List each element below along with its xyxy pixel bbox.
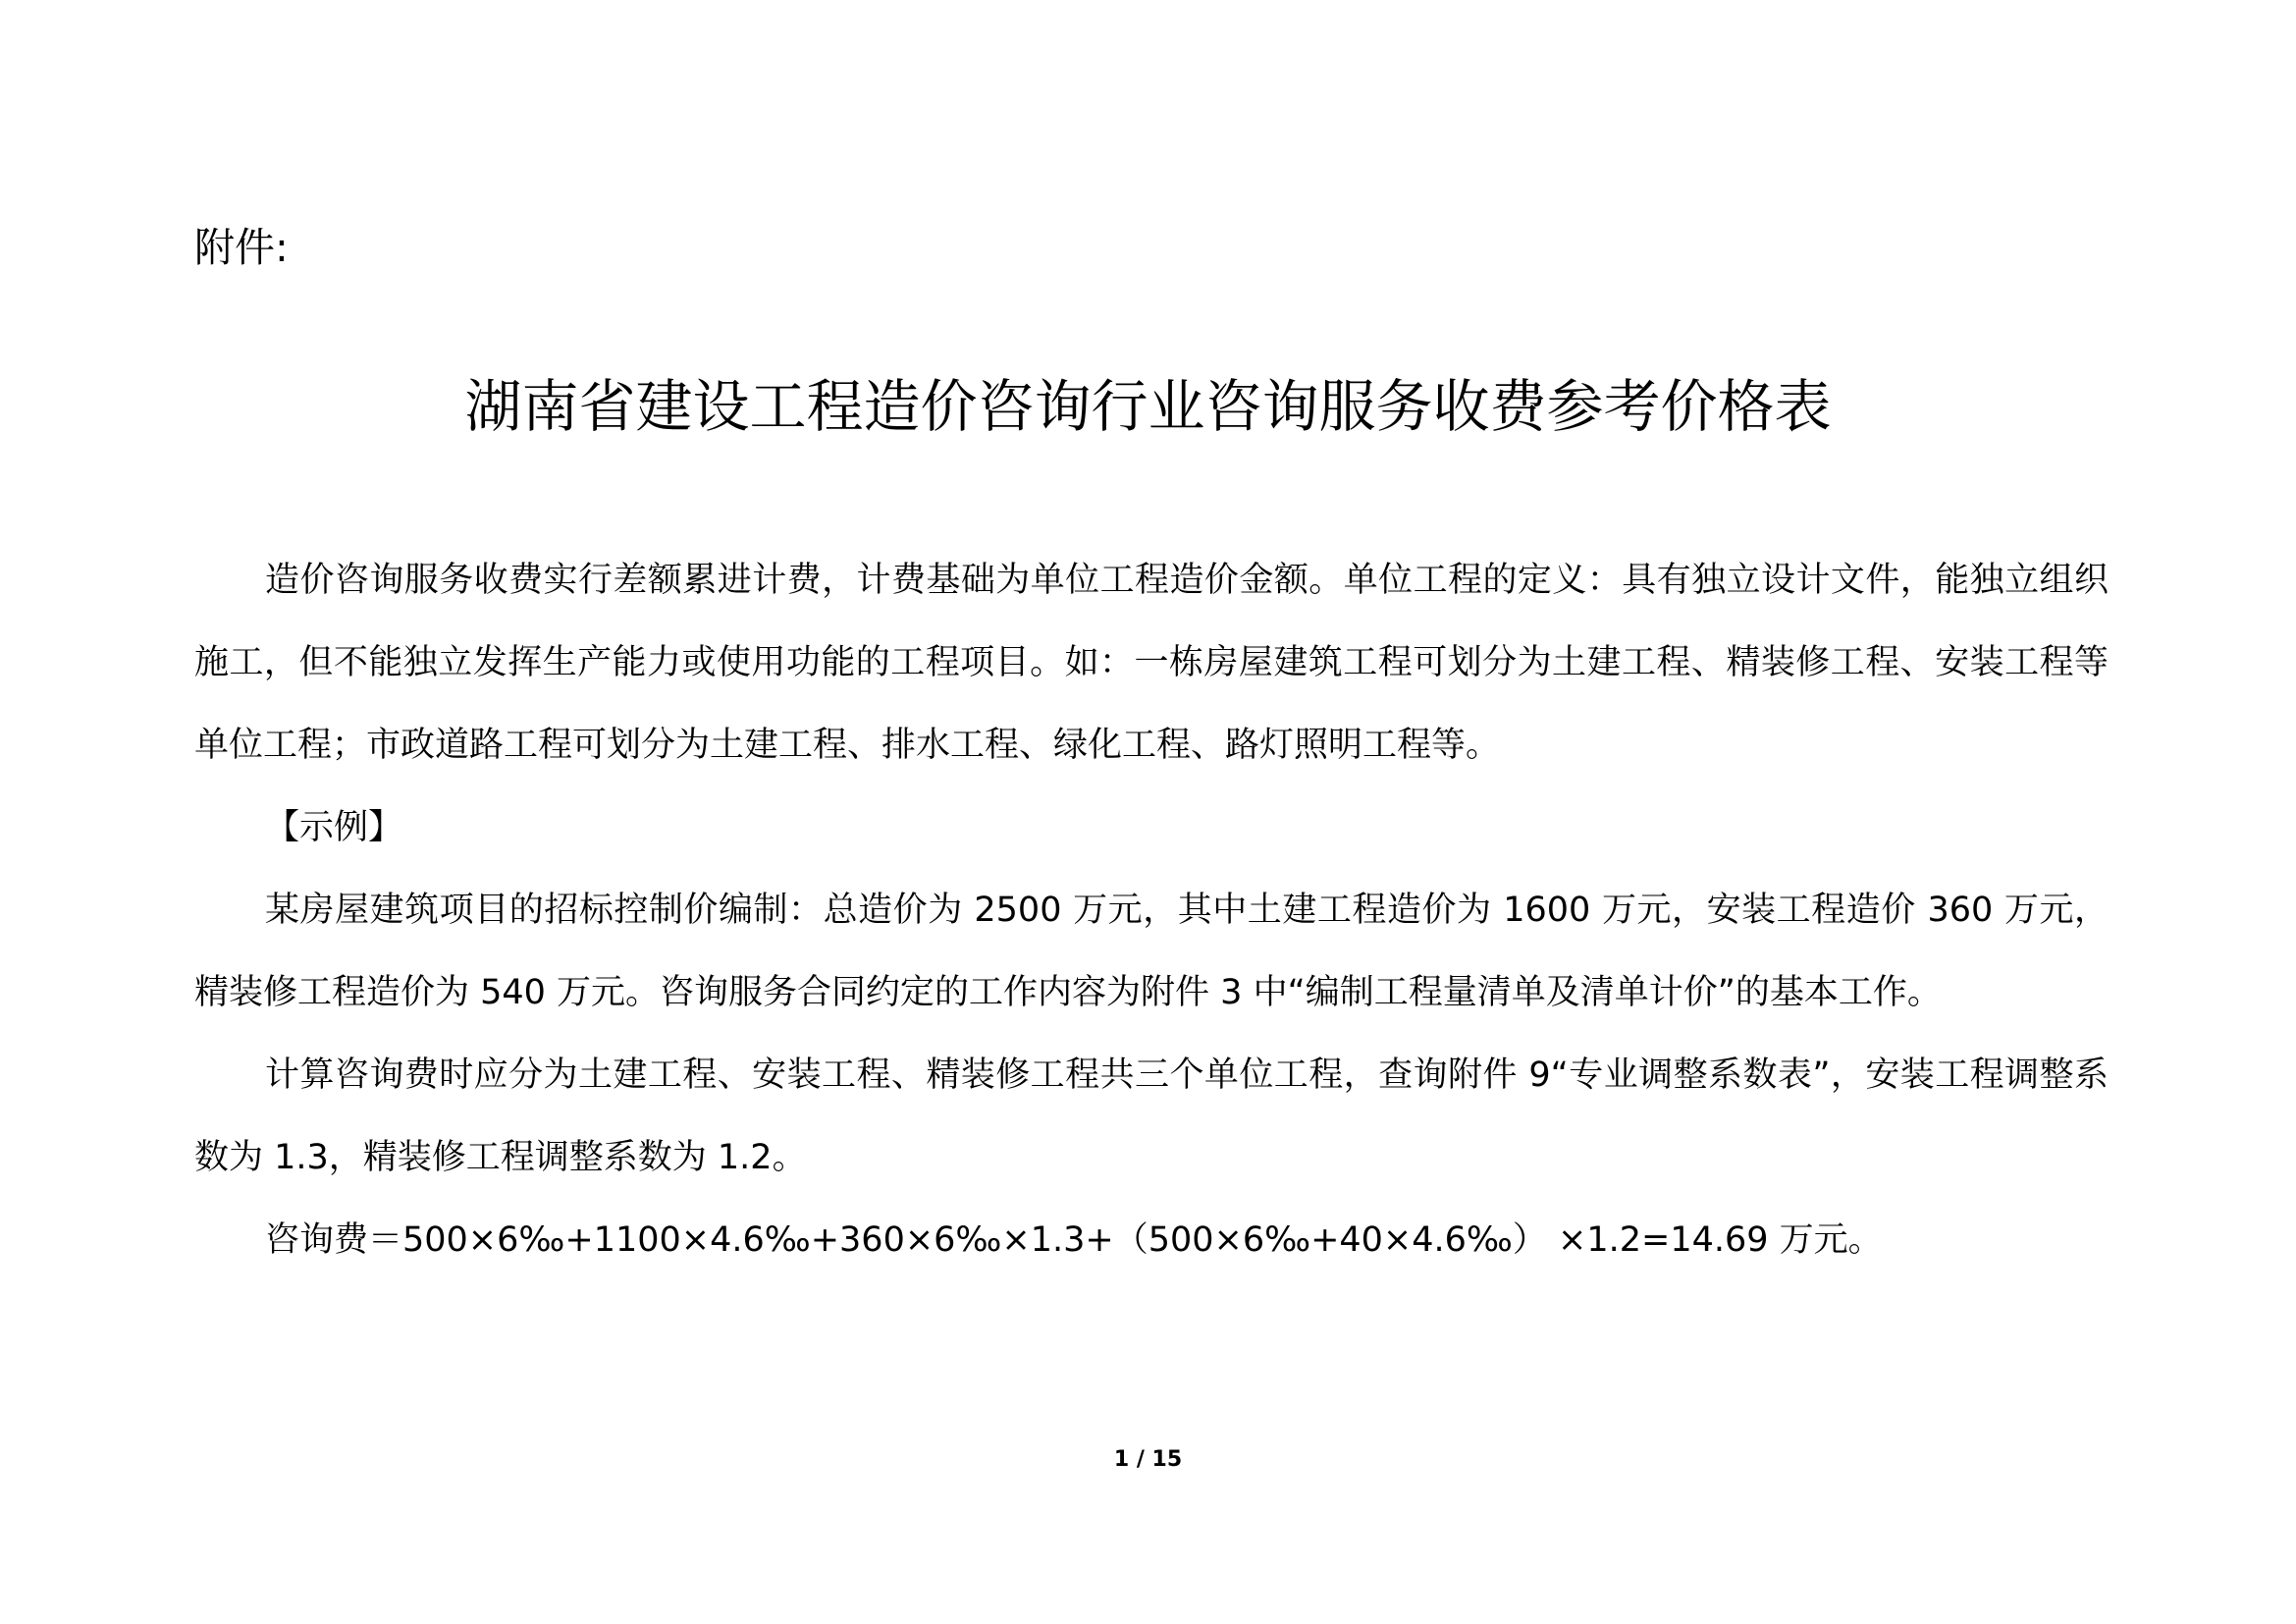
attachment-label: 附件:: [194, 224, 289, 271]
paragraph-example-project: 某房屋建筑项目的招标控制价编制：总造价为 2500 万元，其中土建工程造价为 1600 万元，安装工程造价 360 万元，精装修工程造价为 540 万元。咨询服务合同约定的工作内容为附件 3 中“编制工程量清单及清单计价”的基本工作。: [194, 891, 2109, 1012]
document-title: 湖南省建设工程造价咨询行业咨询服务收费参考价格表: [464, 373, 1832, 440]
page-number: 1 / 15: [1113, 1447, 1183, 1472]
document-body: [194, 539, 2109, 1281]
paragraph-calculation-note: 计算咨询费时应分为土建工程、安装工程、精装修工程共三个单位工程，查询附件 9“专业调整系数表”，安装工程调整系数为 1.3，精装修工程调整系数为 1.2。: [194, 1056, 2109, 1177]
paragraph-example-heading: 【示例】: [265, 808, 403, 847]
paragraph-fee-formula: 咨询费＝500×6‰+1100×4.6‰+360×6‰×1.3+（500×6‰+40×4.6‰） ×1.2=14.69 万元。: [265, 1220, 1883, 1260]
paragraph-definition: 造价咨询服务收费实行差额累进计费，计费基础为单位工程造价金额。单位工程的定义：具有独立设计文件，能独立组织施工，但不能独立发挥生产能力或使用功能的工程项目。如：一栋房屋建筑工程可划分为土建工程、精装修工程、安装工程等单位工程；市政道路工程可划分为土建工程、排水工程、绿化工程、路灯照明工程等。: [194, 561, 2109, 765]
